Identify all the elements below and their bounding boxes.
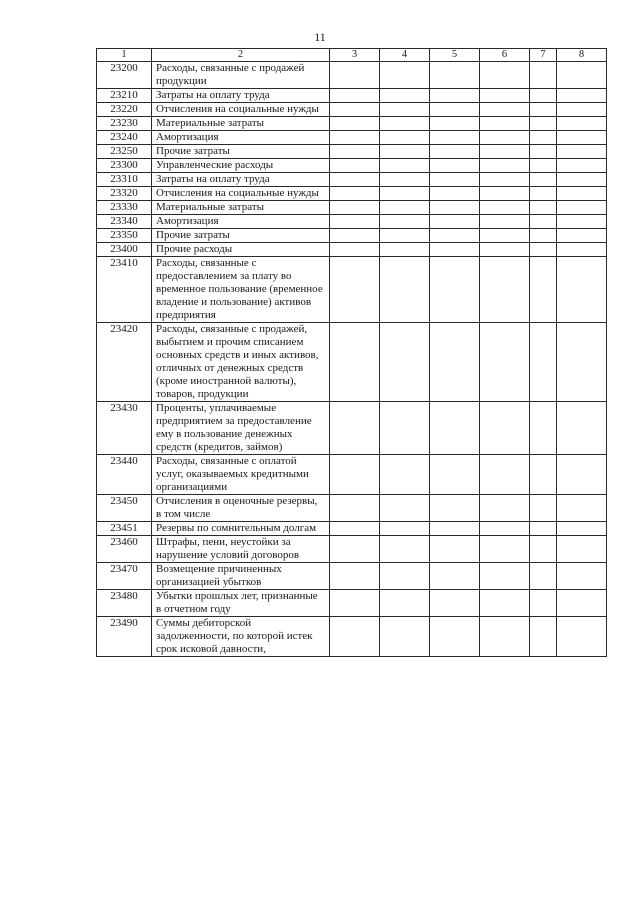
value-cell-col-3[interactable] <box>330 89 380 103</box>
value-cell-col-4[interactable] <box>380 103 430 117</box>
column-header-2: 2 <box>152 49 330 62</box>
value-cell-col-3[interactable] <box>330 187 380 201</box>
table-row <box>97 103 607 117</box>
row-code: 23460 <box>97 536 152 563</box>
value-cell-col-7[interactable] <box>530 402 557 455</box>
value-cell-col-3[interactable] <box>330 173 380 187</box>
value-cell-col-8[interactable] <box>557 323 607 402</box>
value-cell-col-7[interactable] <box>530 455 557 495</box>
value-cell-col-3[interactable] <box>330 522 380 536</box>
table-row <box>97 215 607 229</box>
value-cell-col-7[interactable] <box>530 617 557 657</box>
row-code: 23250 <box>97 145 152 159</box>
value-cell-col-4[interactable] <box>380 402 430 455</box>
value-cell-col-6[interactable] <box>480 117 530 131</box>
value-cell-col-3[interactable] <box>330 402 380 455</box>
value-cell-col-8[interactable] <box>557 495 607 522</box>
table-row <box>97 323 607 402</box>
value-cell-col-8[interactable] <box>557 590 607 617</box>
value-cell-col-8[interactable] <box>557 617 607 657</box>
value-cell-col-8[interactable] <box>557 563 607 590</box>
table-row <box>97 536 607 563</box>
table-row <box>97 563 607 590</box>
value-cell-col-8[interactable] <box>557 103 607 117</box>
value-cell-col-4[interactable] <box>380 536 430 563</box>
value-cell-col-4[interactable] <box>380 117 430 131</box>
table-row <box>97 617 607 657</box>
value-cell-col-5[interactable] <box>430 522 480 536</box>
value-cell-col-7[interactable] <box>530 131 557 145</box>
value-cell-col-5[interactable] <box>430 187 480 201</box>
row-description: Отчисления на социальные нужды <box>152 187 330 201</box>
value-cell-col-4[interactable] <box>380 89 430 103</box>
value-cell-col-3[interactable] <box>330 590 380 617</box>
value-cell-col-3[interactable] <box>330 117 380 131</box>
value-cell-col-7[interactable] <box>530 522 557 536</box>
value-cell-col-6[interactable] <box>480 536 530 563</box>
value-cell-col-7[interactable] <box>530 103 557 117</box>
table-row <box>97 522 607 536</box>
value-cell-col-5[interactable] <box>430 455 480 495</box>
value-cell-col-6[interactable] <box>480 173 530 187</box>
value-cell-col-5[interactable] <box>430 402 480 455</box>
value-cell-col-6[interactable] <box>480 522 530 536</box>
value-cell-col-3[interactable] <box>330 201 380 215</box>
value-cell-col-8[interactable] <box>557 131 607 145</box>
value-cell-col-6[interactable] <box>480 495 530 522</box>
row-code: 23330 <box>97 201 152 215</box>
value-cell-col-4[interactable] <box>380 243 430 257</box>
row-description: Затраты на оплату труда <box>152 89 330 103</box>
row-code: 23340 <box>97 215 152 229</box>
value-cell-col-5[interactable] <box>430 89 480 103</box>
value-cell-col-3[interactable] <box>330 243 380 257</box>
value-cell-col-8[interactable] <box>557 229 607 243</box>
row-description: Расходы, связанные с оплатой услуг, оказываемых кредитными организациями <box>152 455 330 495</box>
value-cell-col-4[interactable] <box>380 257 430 323</box>
value-cell-col-6[interactable] <box>480 215 530 229</box>
value-cell-col-5[interactable] <box>430 495 480 522</box>
value-cell-col-4[interactable] <box>380 201 430 215</box>
value-cell-col-5[interactable] <box>430 229 480 243</box>
value-cell-col-3[interactable] <box>330 495 380 522</box>
value-cell-col-7[interactable] <box>530 563 557 590</box>
value-cell-col-6[interactable] <box>480 103 530 117</box>
row-description: Амортизация <box>152 131 330 145</box>
value-cell-col-8[interactable] <box>557 117 607 131</box>
row-code: 23210 <box>97 89 152 103</box>
row-description: Расходы, связанные с предоставлением за плату во временное пользование (временное владение и пользование) активов предприятия <box>152 257 330 323</box>
table-row <box>97 201 607 215</box>
row-code: 23451 <box>97 522 152 536</box>
value-cell-col-8[interactable] <box>557 243 607 257</box>
value-cell-col-6[interactable] <box>480 590 530 617</box>
value-cell-col-5[interactable] <box>430 257 480 323</box>
value-cell-col-4[interactable] <box>380 590 430 617</box>
row-description: Прочие затраты <box>152 145 330 159</box>
table-row <box>97 187 607 201</box>
row-description: Резервы по сомнительным долгам <box>152 522 330 536</box>
value-cell-col-4[interactable] <box>380 62 430 89</box>
table-row <box>97 145 607 159</box>
value-cell-col-4[interactable] <box>380 617 430 657</box>
table-row <box>97 62 607 89</box>
value-cell-col-8[interactable] <box>557 159 607 173</box>
value-cell-col-8[interactable] <box>557 455 607 495</box>
value-cell-col-5[interactable] <box>430 159 480 173</box>
row-code: 23310 <box>97 173 152 187</box>
value-cell-col-7[interactable] <box>530 495 557 522</box>
value-cell-col-6[interactable] <box>480 145 530 159</box>
value-cell-col-3[interactable] <box>330 103 380 117</box>
value-cell-col-5[interactable] <box>430 323 480 402</box>
row-code: 23470 <box>97 563 152 590</box>
value-cell-col-6[interactable] <box>480 159 530 173</box>
value-cell-col-6[interactable] <box>480 229 530 243</box>
row-description: Материальные затраты <box>152 201 330 215</box>
value-cell-col-6[interactable] <box>480 455 530 495</box>
value-cell-col-6[interactable] <box>480 243 530 257</box>
row-code: 23400 <box>97 243 152 257</box>
table-row <box>97 402 607 455</box>
table-row <box>97 159 607 173</box>
column-header-5: 5 <box>430 49 480 62</box>
value-cell-col-3[interactable] <box>330 455 380 495</box>
value-cell-col-7[interactable] <box>530 62 557 89</box>
row-code: 23240 <box>97 131 152 145</box>
value-cell-col-6[interactable] <box>480 62 530 89</box>
value-cell-col-6[interactable] <box>480 402 530 455</box>
table-row <box>97 455 607 495</box>
value-cell-col-7[interactable] <box>530 590 557 617</box>
value-cell-col-3[interactable] <box>330 536 380 563</box>
value-cell-col-7[interactable] <box>530 215 557 229</box>
row-description: Убытки прошлых лет, признанные в отчетном году <box>152 590 330 617</box>
row-code: 23430 <box>97 402 152 455</box>
value-cell-col-4[interactable] <box>380 323 430 402</box>
value-cell-col-7[interactable] <box>530 187 557 201</box>
value-cell-col-3[interactable] <box>330 145 380 159</box>
value-cell-col-4[interactable] <box>380 455 430 495</box>
value-cell-col-4[interactable] <box>380 563 430 590</box>
row-code: 23350 <box>97 229 152 243</box>
value-cell-col-4[interactable] <box>380 131 430 145</box>
value-cell-col-3[interactable] <box>330 159 380 173</box>
value-cell-col-5[interactable] <box>430 201 480 215</box>
value-cell-col-6[interactable] <box>480 617 530 657</box>
row-code: 23440 <box>97 455 152 495</box>
row-code: 23320 <box>97 187 152 201</box>
row-code: 23200 <box>97 62 152 89</box>
value-cell-col-8[interactable] <box>557 173 607 187</box>
row-description: Затраты на оплату труда <box>152 173 330 187</box>
value-cell-col-7[interactable] <box>530 243 557 257</box>
row-description: Расходы, связанные с продажей продукции <box>152 62 330 89</box>
value-cell-col-6[interactable] <box>480 201 530 215</box>
value-cell-col-5[interactable] <box>430 62 480 89</box>
value-cell-col-3[interactable] <box>330 257 380 323</box>
column-header-8: 8 <box>557 49 607 62</box>
value-cell-col-5[interactable] <box>430 563 480 590</box>
value-cell-col-8[interactable] <box>557 215 607 229</box>
row-code: 23490 <box>97 617 152 657</box>
column-header-7: 7 <box>530 49 557 62</box>
value-cell-col-8[interactable] <box>557 522 607 536</box>
table-row <box>97 117 607 131</box>
value-cell-col-7[interactable] <box>530 173 557 187</box>
value-cell-col-4[interactable] <box>380 522 430 536</box>
value-cell-col-3[interactable] <box>330 229 380 243</box>
row-description: Прочие расходы <box>152 243 330 257</box>
value-cell-col-8[interactable] <box>557 145 607 159</box>
value-cell-col-4[interactable] <box>380 145 430 159</box>
value-cell-col-8[interactable] <box>557 187 607 201</box>
value-cell-col-6[interactable] <box>480 131 530 145</box>
row-code: 23450 <box>97 495 152 522</box>
row-code: 23420 <box>97 323 152 402</box>
table-row <box>97 131 607 145</box>
table-row <box>97 495 607 522</box>
row-description: Материальные затраты <box>152 117 330 131</box>
value-cell-col-6[interactable] <box>480 257 530 323</box>
row-description: Суммы дебиторской задолженности, по которой истек срок исковой давности, <box>152 617 330 657</box>
table-row <box>97 89 607 103</box>
value-cell-col-8[interactable] <box>557 89 607 103</box>
value-cell-col-7[interactable] <box>530 323 557 402</box>
row-description: Отчисления в оценочные резервы, в том числе <box>152 495 330 522</box>
row-code: 23300 <box>97 159 152 173</box>
row-code: 23230 <box>97 117 152 131</box>
column-header-1: 1 <box>97 49 152 62</box>
value-cell-col-7[interactable] <box>530 201 557 215</box>
value-cell-col-7[interactable] <box>530 229 557 243</box>
table-row <box>97 243 607 257</box>
row-description: Проценты, уплачиваемые предприятием за предоставление ему в пользование денежных средств (кредитов, займов) <box>152 402 330 455</box>
row-code: 23220 <box>97 103 152 117</box>
value-cell-col-4[interactable] <box>380 173 430 187</box>
value-cell-col-5[interactable] <box>430 103 480 117</box>
value-cell-col-8[interactable] <box>557 62 607 89</box>
value-cell-col-3[interactable] <box>330 563 380 590</box>
value-cell-col-8[interactable] <box>557 536 607 563</box>
value-cell-col-3[interactable] <box>330 131 380 145</box>
value-cell-col-5[interactable] <box>430 173 480 187</box>
table-row <box>97 229 607 243</box>
value-cell-col-3[interactable] <box>330 62 380 89</box>
value-cell-col-8[interactable] <box>557 402 607 455</box>
value-cell-col-7[interactable] <box>530 257 557 323</box>
expense-table <box>96 48 607 657</box>
column-header-4: 4 <box>380 49 430 62</box>
row-description: Расходы, связанные с продажей, выбытием и прочим списанием основных средств и иных активов, отличных от денежных средств (кроме иностранной валюты), товаров, продукции <box>152 323 330 402</box>
row-description: Возмещение причиненных организацией убытков <box>152 563 330 590</box>
value-cell-col-8[interactable] <box>557 257 607 323</box>
value-cell-col-5[interactable] <box>430 617 480 657</box>
value-cell-col-7[interactable] <box>530 117 557 131</box>
column-header-3: 3 <box>330 49 380 62</box>
value-cell-col-4[interactable] <box>380 495 430 522</box>
row-description: Отчисления на социальные нужды <box>152 103 330 117</box>
value-cell-col-5[interactable] <box>430 117 480 131</box>
table-row <box>97 257 607 323</box>
value-cell-col-3[interactable] <box>330 215 380 229</box>
value-cell-col-7[interactable] <box>530 145 557 159</box>
value-cell-col-6[interactable] <box>480 323 530 402</box>
table-row <box>97 173 607 187</box>
row-code: 23410 <box>97 257 152 323</box>
value-cell-col-4[interactable] <box>380 187 430 201</box>
row-description: Амортизация <box>152 215 330 229</box>
value-cell-col-4[interactable] <box>380 229 430 243</box>
value-cell-col-7[interactable] <box>530 536 557 563</box>
value-cell-col-3[interactable] <box>330 617 380 657</box>
value-cell-col-4[interactable] <box>380 159 430 173</box>
value-cell-col-7[interactable] <box>530 89 557 103</box>
value-cell-col-7[interactable] <box>530 159 557 173</box>
table-row <box>97 590 607 617</box>
row-code: 23480 <box>97 590 152 617</box>
value-cell-col-6[interactable] <box>480 563 530 590</box>
value-cell-col-8[interactable] <box>557 201 607 215</box>
value-cell-col-5[interactable] <box>430 243 480 257</box>
row-description: Управленческие расходы <box>152 159 330 173</box>
value-cell-col-3[interactable] <box>330 323 380 402</box>
column-header-row <box>97 49 607 62</box>
value-cell-col-5[interactable] <box>430 131 480 145</box>
value-cell-col-6[interactable] <box>480 89 530 103</box>
page-number: 11 <box>314 30 326 44</box>
value-cell-col-5[interactable] <box>430 215 480 229</box>
column-header-6: 6 <box>480 49 530 62</box>
value-cell-col-5[interactable] <box>430 536 480 563</box>
value-cell-col-4[interactable] <box>380 215 430 229</box>
value-cell-col-5[interactable] <box>430 145 480 159</box>
value-cell-col-6[interactable] <box>480 187 530 201</box>
value-cell-col-5[interactable] <box>430 590 480 617</box>
row-description: Штрафы, пени, неустойки за нарушение условий договоров <box>152 536 330 563</box>
row-description: Прочие затраты <box>152 229 330 243</box>
